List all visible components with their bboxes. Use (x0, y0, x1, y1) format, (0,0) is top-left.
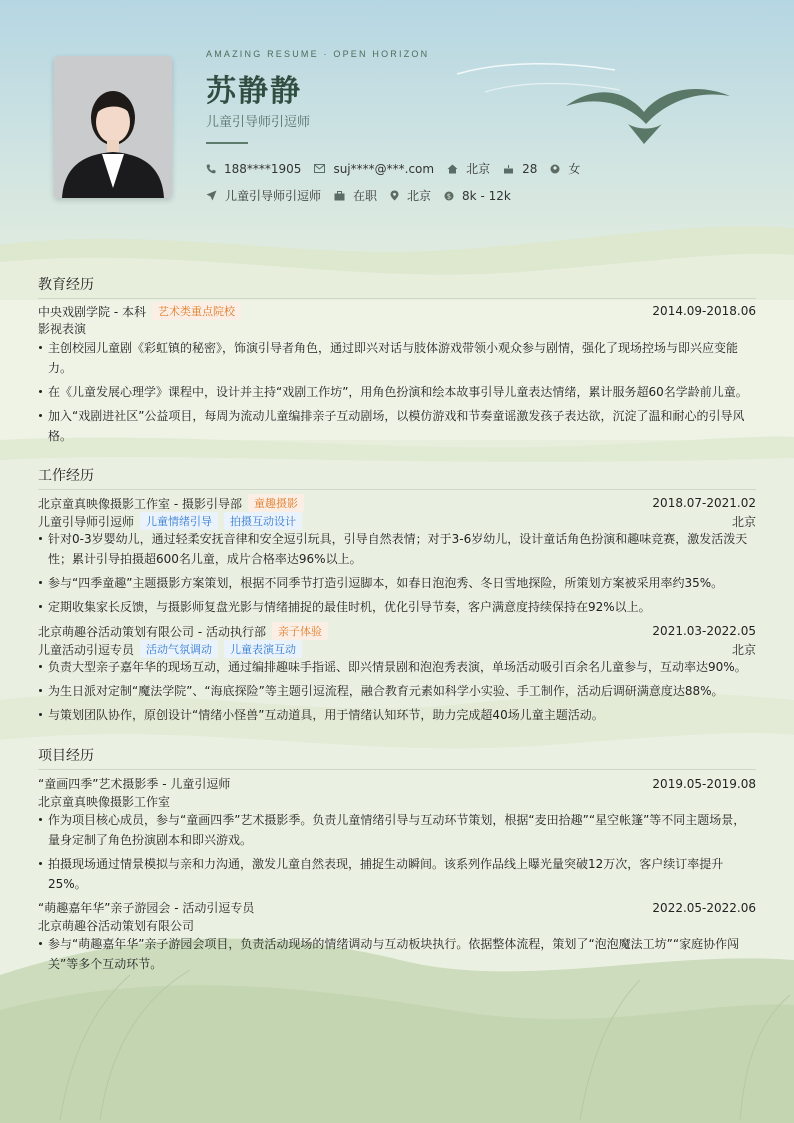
target-city: 北京 (407, 189, 432, 203)
salary-range: 8k - 12k (462, 188, 511, 203)
school-tag: 艺术类重点院校 (152, 302, 241, 320)
email-address: suj****@***.com (333, 161, 435, 176)
city-value: 北京 (466, 162, 491, 176)
skill-tag: 活动气氛调动 (140, 640, 218, 658)
job-header (38, 622, 756, 640)
job-date: 2021.03-2022.05 (652, 624, 756, 638)
project-org-row (38, 917, 756, 934)
age-value: 28 (522, 161, 538, 176)
education-bullet: 主创校园儿童剧《彩虹镇的秘密》，饰演引导者角色，通过即兴对话与肢体游戏带领小观众参与剧情，强化了现场控场与即兴应变能力。 (38, 338, 756, 378)
company-tag: 童趣摄影 (248, 494, 304, 512)
briefcase-icon (334, 191, 345, 201)
send-icon (206, 190, 217, 201)
project-org: 北京童真映像摄影工作室 (38, 795, 171, 809)
job-role: 儿童活动引逗专员 (38, 642, 135, 657)
email-item (314, 162, 434, 176)
title-divider (206, 142, 248, 144)
education-header (38, 302, 756, 320)
candidate-title: 儿童引导师引逗师 (206, 115, 311, 130)
phone-number: 188****1905 (224, 161, 302, 176)
phone-item (206, 162, 301, 176)
status-item (334, 187, 377, 204)
mail-icon (314, 164, 325, 173)
candidate-name: 苏静静 (206, 74, 302, 109)
project-bullet: 作为项目核心成员，参与“童画四季”艺术摄影季。负责儿童情绪引导与互动环节策划，根据“麦田拾趣”“星空帐篷”等不同主题场景，量身定制了角色扮演剧本和即兴游戏。 (38, 810, 756, 850)
education-title: 教育经历 (38, 274, 756, 299)
job-role-row (38, 640, 756, 658)
contact-row (206, 160, 593, 177)
project-name: “童画四季”艺术摄影季 - 儿童引逗师 (38, 777, 231, 791)
skill-tag: 儿童表演互动 (224, 640, 302, 658)
svg-text:$: $ (446, 192, 452, 201)
job-role: 儿童引导师引逗师 (38, 514, 135, 529)
profile-photo (54, 56, 172, 198)
person-icon (550, 164, 560, 174)
job-city: 北京 (731, 642, 756, 657)
job-date: 2018.07-2021.02 (652, 496, 756, 510)
company-tag: 亲子体验 (272, 622, 328, 640)
skill-tag: 儿童情绪引导 (140, 512, 218, 530)
phone-icon (206, 164, 216, 174)
city-item (447, 160, 490, 177)
job-bullet: 定期收集家长反馈，与摄影师复盘光影与情绪捕捉的最佳时机，优化引导节奏，客户满意度持续保持在92%以上。 (38, 597, 756, 617)
project-org: 北京萌趣谷活动策划有限公司 (38, 919, 195, 933)
work-title: 工作经历 (38, 465, 756, 490)
major-name: 影视表演 (38, 322, 87, 336)
job-bullet: 与策划团队协作，原创设计“情绪小怪兽”互动道具，用于情绪认知环节，助力完成超40场儿童主题活动。 (38, 705, 756, 725)
cake-icon (503, 164, 514, 174)
education-major (38, 320, 756, 337)
job-bullet: 针对0-3岁婴幼儿，通过轻柔安抚音律和安全逗引玩具，引导自然表情；对于3-6岁幼儿，设计童话角色扮演和趣味竞赛，激发活泼天性；累计引导拍摄超600名儿童，成片合格率达96%以上。 (38, 529, 756, 569)
location-pin-icon (390, 190, 399, 201)
job-intent-row (206, 187, 524, 204)
projects-title: 项目经历 (38, 745, 756, 770)
gender-item (550, 160, 580, 177)
project-header (38, 775, 756, 792)
education-bullet: 在《儿童发展心理学》课程中，设计并主持“戏剧工作坊”，用角色扮演和绘本故事引导儿童表达情绪，累计服务超60名学龄前儿童。 (38, 382, 756, 402)
target-city-item (390, 187, 431, 204)
job-role-row (38, 512, 756, 530)
project-date: 2022.05-2022.06 (652, 900, 756, 915)
project-bullet: 参与“萌趣嘉年华”亲子游园会项目，负责活动现场的情绪调动与互动板块执行。依据整体流程，策划了“泡泡魔法工坊”“家庭协作闯关”等多个互动环节。 (38, 934, 756, 974)
education-section (38, 274, 756, 443)
job-bullet: 参与“四季童趣”主题摄影方案策划，根据不同季节打造引逗脚本，如春日泡泡秀、冬日雪地探险，所策划方案被采用率约35%。 (38, 573, 756, 593)
job-bullet: 负责大型亲子嘉年华的现场互动，通过编排趣味手指谣、即兴情景剧和泡泡秀表演，单场活动吸引百余名儿童参与，互动率达90%。 (38, 657, 756, 677)
job-header (38, 494, 756, 512)
job-bullet: 为生日派对定制“魔法学院”、“海底探险”等主题引逗流程，融合教育元素如科学小实验、手工制作，活动后调研满意度达88%。 (38, 681, 756, 701)
project-org-row (38, 793, 756, 810)
company-name: 北京萌趣谷活动策划有限公司 - 活动执行部 (38, 624, 266, 639)
job-status: 在职 (353, 189, 378, 203)
skill-tag: 拍摄互动设计 (224, 512, 302, 530)
target-role: 儿童引导师引逗师 (225, 189, 322, 203)
job-city: 北京 (731, 514, 756, 529)
age-item (503, 162, 537, 176)
project-date: 2019.05-2019.08 (652, 776, 756, 791)
company-name: 北京童真映像摄影工作室 - 摄影引导部 (38, 496, 242, 511)
project-bullet: 拍摄现场通过情景模拟与亲和力沟通，激发儿童自然表现，捕捉生动瞬间。该系列作品线上曝光量突破12万次，客户续订率提升25%。 (38, 854, 756, 894)
work-section (38, 465, 756, 722)
education-date: 2014.09-2018.06 (652, 304, 756, 318)
gender-value: 女 (568, 162, 581, 176)
target-role-item (206, 187, 321, 204)
education-bullet: 加入“戏剧进社区”公益项目，每周为流动儿童编排亲子互动剧场，以模仿游戏和节奏童谣激发孩子表达欲，沉淀了温和耐心的引导风格。 (38, 406, 756, 446)
projects-section (38, 745, 756, 971)
resume-tagline: AMAZING RESUME · OPEN HORIZON (206, 49, 430, 59)
money-icon (444, 191, 454, 201)
bird-icon (566, 84, 731, 146)
home-icon (447, 164, 458, 174)
project-header (38, 899, 756, 916)
salary-item (444, 189, 511, 203)
project-name: “萌趣嘉年华”亲子游园会 - 活动引逗专员 (38, 901, 255, 915)
school-name: 中央戏剧学院 - 本科 (38, 304, 146, 319)
